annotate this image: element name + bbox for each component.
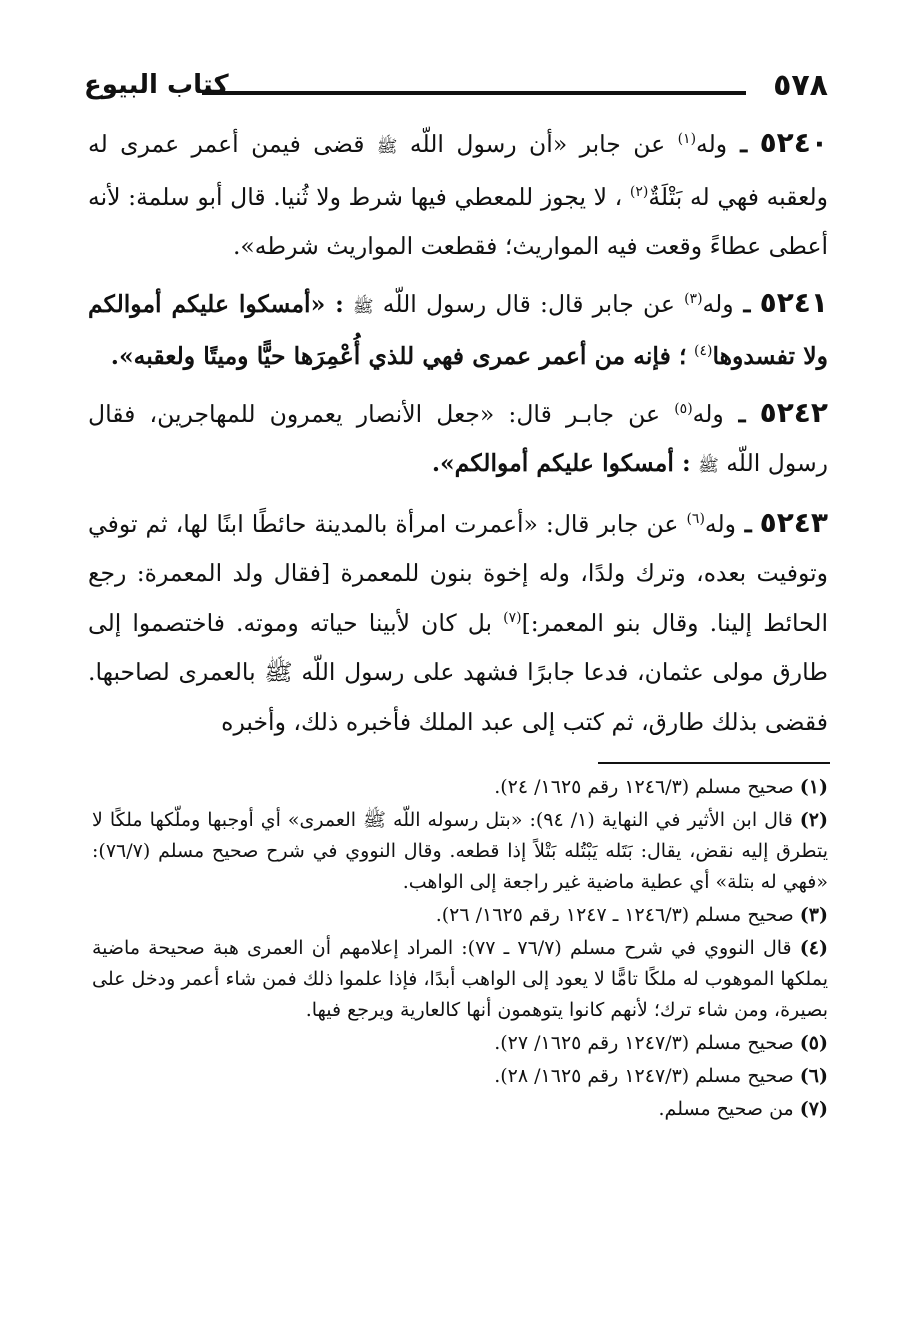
hadith-5241: ٥٢٤١ ـ وله$^{(٣)}$ عن جابر قال: قال رسول اللّه ﷺ : «أمسكوا عليكم أموالكم ولا تفسدوها$^{(٤)}$ ؛ فإنه من أعمر عمرى فهي للذي أُعْمِرَها حيًّا وميتًا ولعقبه». — [88, 285, 828, 370]
book-title: كتاب البيوع — [84, 70, 229, 100]
footnote-ref: (١) — [677, 131, 697, 148]
footnote-number: (٢) — [799, 809, 828, 831]
hadith-intro: وله — [696, 130, 728, 158]
hadith-text: عن جابر قال: «أعمرت امرأة بالمدينة حائطًا ابنًا لها، ثم توفي وتوفيت بعده، وترك ولدًا، وله إخوة بنون للمعمرة [فقال ولد المعمرة: رجع الحائط إلينا. وقال بنو المعمر:] — [88, 509, 828, 637]
salawat-glyph: ﷺ — [698, 456, 719, 476]
hadith-number: ٥٢٤٢ — [759, 395, 828, 429]
footnote-6 — [92, 1061, 828, 1092]
hadith-text: ، لا يجوز للمعطي فيها شرط ولا ثُنيا. قال أبو سلمة: لأنه أعطى عطاءً وقعت فيه المواريث؛ فقطعت المواريث شرطه». — [88, 182, 828, 260]
footnote-ref: (٤) — [693, 343, 713, 360]
salawat-glyph: ﷺ — [353, 296, 374, 317]
footnote-number: (٣) — [799, 904, 828, 926]
footnote-ref: (٦) — [686, 510, 705, 527]
footnote-text: قال النووي في شرح مسلم (٧٦/٧ ـ ٧٧): المراد إعلامهم أن العمرى هبة صحيحة ماضية يملكها الموهوب له ملكًا تامًّا لا يعود إلى الواهب أبدًا، فإذا علموا ذلك فمن شاء أعمر ودخل على بصيرة، ومن شاء ترك؛ لأنهم كانوا يتوهمون أنها كالعارية ويرجع فيها. — [92, 937, 828, 1021]
hadith-text: عن جابر «أن رسول اللّه — [397, 130, 666, 158]
hadith-text: عن جابر قال: قال رسول اللّه — [373, 289, 675, 318]
footnote-text: صحيح مسلم (١٢٤٧/٣ رقم ١٦٢٥/ ٢٨). — [494, 1065, 800, 1087]
footnote-2 — [92, 805, 828, 898]
footnote-3 — [92, 900, 828, 931]
footnote-number: (٤) — [799, 937, 828, 959]
salawat-glyph: ﷺ — [376, 137, 398, 157]
footnote-text: قال ابن الأثير في النهاية (١/ ٩٤): «بتل رسوله اللّه ﷺ العمرى» أي أوجبها وملّكها ملكًا لا يتطرق إليه نقض، يقال: بَتَله يَبْتُله بَتْلاً إذا قطعه. وقال النووي في شرح صحيح مسلم (٧٦/٧): «فهي له بتلة» أي عطية ماضية غير راجعة إلى الواهب. — [92, 809, 828, 893]
hadith-text: بل كان لأبينا حياته وموته. فاختصموا إلى طارق مولى عثمان، فدعا جابرًا فشهد على رسول اللّه ﷺ بالعمرى لصاحبها. فقضى بذلك طارق، ثم كتب إلى عبد الملك فأخبره ذلك، وأخبره — [88, 608, 828, 736]
footnote-separator — [598, 762, 830, 764]
footnote-text: صحيح مسلم (١٢٤٦/٣ ـ ١٢٤٧ رقم ١٦٢٥/ ٢٦). — [435, 904, 800, 926]
hadith-text: ؛ فإنه من أعمر عمرى فهي للذي أُعْمِرَها حيًّا وميتًا ولعقبه». — [110, 342, 687, 370]
footnote-number: (٧) — [799, 1098, 828, 1120]
hadith-intro: وله — [704, 509, 737, 538]
hadith-intro: وله — [702, 289, 734, 318]
footnote-text: من صحيح مسلم. — [658, 1098, 800, 1120]
footnote-1 — [92, 772, 828, 803]
hadith-text: عن جابـر قال: «جعل الأنصار يعمرون للمهاجرين، فقال رسول اللّه — [88, 399, 828, 477]
footnote-4 — [92, 933, 828, 1026]
hadith-text: قضى فيمن أعمر عمرى له ولعقبه فهي له بَتْلَةٌ — [88, 130, 829, 211]
hadith-5240: ٥٢٤٠ ـ وله$^{(١)}$ عن جابر «أن رسول اللّه ﷺ قضى فيمن أعمر عمرى له ولعقبه فهي له بَتْلَةٌ$^{(٢)}$ ، لا يجوز للمعطي فيها شرط ولا ثُنيا. قال أبو سلمة: لأنه أعطى عطاءً وقعت فيه المواريث؛ فقطعت المواريث شرطه». — [88, 126, 829, 260]
footnote-5 — [92, 1028, 828, 1059]
footnotes — [92, 772, 828, 1127]
hadith-text: : أمسكوا عليكم أموالكم». — [431, 449, 691, 477]
footnote-ref: (٢) — [629, 183, 649, 200]
hadith-5242: ٥٢٤٢ ـ وله$^{(٥)}$ عن جابـر قال: «جعل الأنصار يعمرون للمهاجرين، فقال رسول اللّه ﷺ : أمسكوا عليكم أموالكم». — [88, 395, 828, 477]
hadith-5243: ٥٢٤٣ ـ وله$^{(٦)}$ عن جابر قال: «أعمرت امرأة بالمدينة حائطًا ابنًا لها، ثم توفي وتوفيت بعده، وترك ولدًا، وله إخوة بنون للمعمرة [فقال ولد المعمرة: رجع الحائط إلينا. وقال بنو المعمر:]$^{(٧)}$ بل كان لأبينا حياته وموته. فاختصموا إلى طارق مولى عثمان، فدعا جابرًا فشهد على رسول اللّه ﷺ بالعمرى لصاحبها. فقضى بذلك طارق، ثم كتب إلى عبد الملك فأخبره ذلك، وأخبره — [88, 505, 828, 736]
footnote-number: (٥) — [799, 1032, 828, 1054]
footnote-number: (٦) — [799, 1065, 828, 1087]
page-header — [84, 68, 828, 108]
footnote-number: (١) — [799, 776, 828, 798]
hadith-text: : «أمسكوا عليكم أموالكم ولا تفسدوها — [88, 289, 828, 370]
footnote-ref: (٣) — [684, 290, 703, 307]
hadith-number: ٥٢٤١ — [759, 285, 828, 319]
header-rule — [202, 91, 746, 95]
footnote-text: صحيح مسلم (١٢٤٦/٣ رقم ١٦٢٥/ ٢٤). — [494, 776, 800, 798]
hadith-intro: وله — [692, 399, 724, 428]
hadith-number: ٥٢٤٣ — [759, 505, 828, 539]
page-number: ٥٧٨ — [773, 68, 828, 103]
footnote-7 — [92, 1094, 828, 1125]
footnote-ref: (٥) — [674, 400, 693, 417]
main-text — [88, 118, 828, 753]
hadith-number: ٥٢٤٠ — [759, 126, 828, 159]
footnote-ref: (٧) — [503, 609, 522, 626]
footnote-text: صحيح مسلم (١٢٤٧/٣ رقم ١٦٢٥/ ٢٧). — [494, 1032, 800, 1054]
